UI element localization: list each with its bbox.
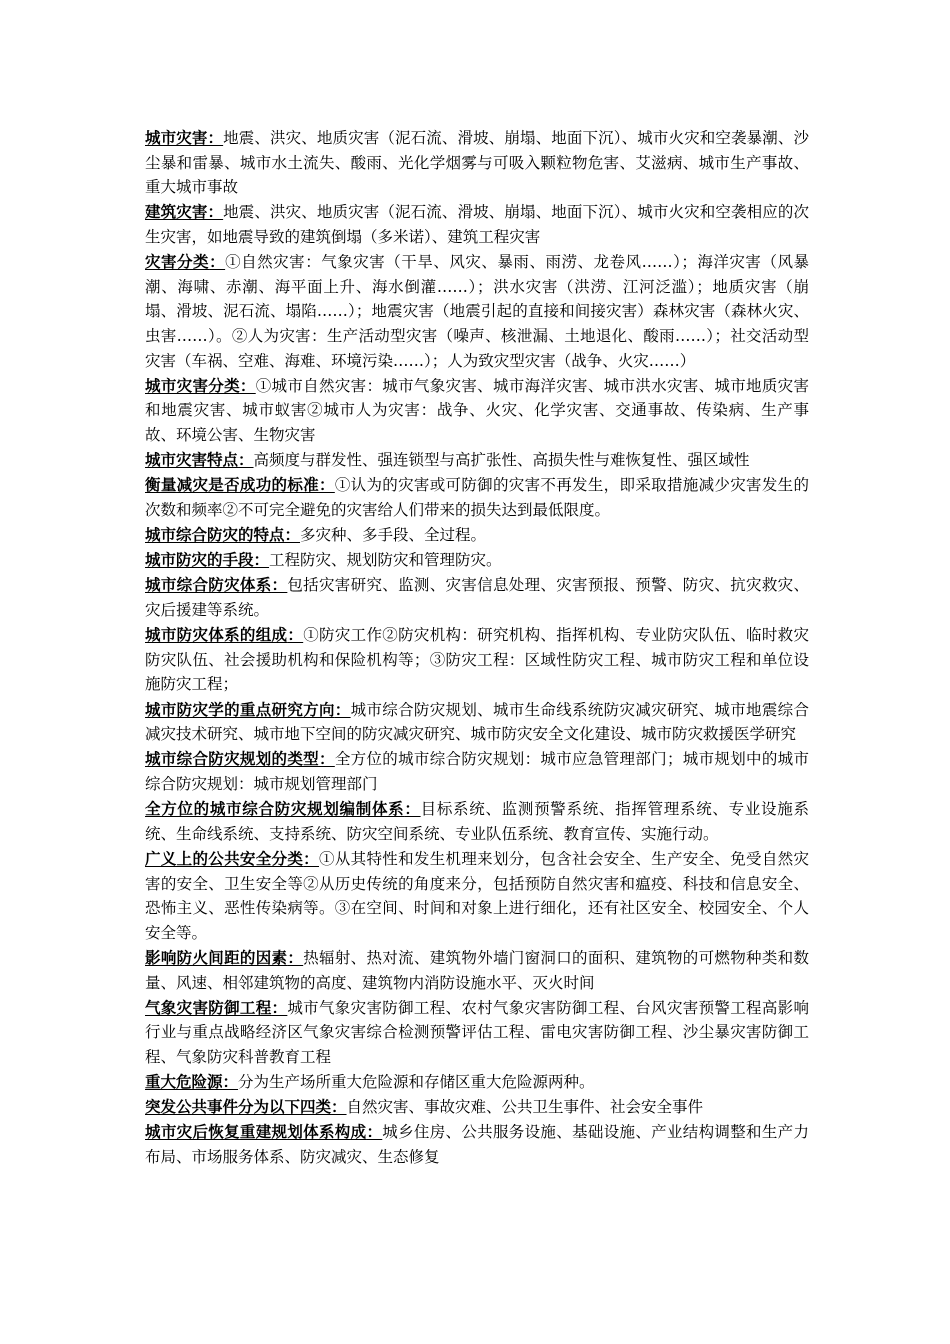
definition-text: 地震、洪灾、地质灾害（泥石流、滑坡、崩塌、地面下沉）、城市火灾和空袭暴潮、沙尘暴和雷暴、城市水土流失、酸雨、光化学烟雾与可吸入颗粒物危害、艾滋病、城市生产事故、重大城市事故 — [145, 129, 809, 197]
definition-disaster-classification — [145, 250, 809, 373]
definition-text: 分为生产场所重大危险源和存储区重大危险源两种。 — [238, 1073, 595, 1092]
definition-public-emergency-types — [145, 1095, 809, 1120]
term-label: 城市综合防灾的特点 — [145, 525, 285, 545]
definition-text: 目标系统、监测预警系统、指挥管理系统、专业设施系统、生命线系统、支持系统、防灾空间系统、专业队伍系统、教育宣传、实施行动。 — [145, 800, 809, 843]
definition-text: 热辐射、热对流、建筑物外墙门窗洞口的面积、建筑物的可燃物种类和数量、风速、相邻建筑物的高度、建筑物内消防设施水平、灭火时间 — [145, 948, 809, 992]
definition-text: ①防灾工作②防灾机构：研究机构、指挥机构、专业防灾队伍、临时救灾防灾队伍、社会援助机构和保险机构等；③防灾工程：区域性防灾工程、城市防灾工程和单位设施防灾工程； — [145, 626, 809, 694]
term-colon: ： — [239, 375, 256, 395]
term-colon: ： — [331, 1097, 347, 1117]
definition-text: 高频度与群发性、强连锁型与高扩张性、高损失性与难恢复性、强区域性 — [253, 451, 750, 470]
term-label: 全方位的城市综合防灾规划编制体系 — [145, 799, 405, 819]
term-colon: ： — [284, 525, 301, 545]
definition-research-directions — [145, 698, 809, 747]
definition-public-safety-classification — [145, 847, 809, 945]
term-label: 城市防灾体系的组成 — [145, 625, 288, 645]
term-colon: ： — [303, 848, 319, 868]
definition-planning-types — [145, 747, 809, 796]
definition-text: ①认为的灾害或可防御的灾害不再发生，即采取措施减少灾害发生的次数和频率②不可完全避免的灾害给人们带来的损失达到最低限度。 — [145, 476, 809, 519]
definition-planning-system — [145, 797, 809, 846]
term-colon: ： — [209, 252, 226, 272]
term-label: 衡量减灾是否成功的标准 — [145, 475, 319, 495]
term-label: 城市灾后恢复重建规划体系构成 — [145, 1122, 367, 1142]
definition-text: 城市综合防灾规划、城市生命线系统防灾减灾研究、城市地震综合减灾技术研究、城市地下空间的防灾减灾研究、城市防灾安全文化建设、城市防灾救援医学研究 — [145, 700, 809, 744]
definition-major-hazard — [145, 1070, 809, 1095]
term-label: 城市灾害分类 — [145, 375, 240, 395]
definition-text: 城乡住房、公共服务设施、基础设施、产业结构调整和生产力布局、市场服务体系、防灾减灾、生态修复 — [145, 1123, 809, 1167]
term-colon: ： — [404, 799, 421, 819]
term-colon: ： — [287, 625, 304, 645]
definition-reconstruction-planning — [145, 1120, 809, 1169]
term-label: 城市防灾学的重点研究方向 — [145, 699, 335, 719]
term-colon: ： — [318, 475, 335, 495]
term-colon: ： — [287, 947, 304, 967]
definition-text: 工程防灾、规划防灾和管理防灾。 — [269, 551, 502, 570]
definition-prevention-means — [145, 548, 809, 573]
term-colon: ： — [253, 550, 270, 570]
definition-text: ①自然灾害：气象灾害（干旱、风灾、暴雨、雨涝、龙卷风……）；海洋灾害（风暴潮、海啸、赤潮、海平面上升、海水倒灌……）；洪水灾害（洪涝、江河泛滥）；地质灾害（崩塌、滑坡、泥石流、塌陷……）；地震灾害（地震引起的直接和间接灾害）森林灾害（森林火灾、虫害……）。②人为灾害：生产活动型灾害（噪声、核泄漏、土地退化、酸雨……）；社交活动型灾害（车祸、空难、海难、环境污染……）；人为致灾型灾害（战争、火灾……） — [145, 253, 809, 370]
term-label: 广义上的公共安全分类 — [145, 848, 304, 868]
definition-meteorological-defense — [145, 996, 809, 1070]
term-colon: ： — [207, 202, 224, 222]
definition-fire-separation-factors — [145, 946, 809, 995]
term-label: 城市灾害特点 — [145, 450, 239, 470]
term-label: 影响防火间距的因素 — [145, 947, 288, 967]
definition-text: 多灾种、多手段、全过程。 — [300, 526, 487, 545]
definition-text: 自然灾害、事故灾难、公共卫生事件、社会安全事件 — [346, 1098, 704, 1117]
definition-text: 地震、洪灾、地质灾害（泥石流、滑坡、崩塌、地面下沉）、城市火灾和空袭相应的次生灾害，如地震导致的建筑倒塌（多米诺）、建筑工程灾害 — [145, 203, 809, 246]
term-label: 城市综合防灾规划的类型 — [145, 749, 319, 769]
definition-urban-disaster — [145, 126, 809, 200]
term-label: 重大危险源 — [145, 1072, 223, 1092]
definition-urban-disaster-classification — [145, 374, 809, 448]
definition-text: 全方位的城市综合防灾规划：城市应急管理部门；城市规划中的城市综合防灾规划：城市规划管理部门 — [145, 750, 809, 793]
term-colon: ： — [271, 575, 288, 595]
definition-mitigation-criteria — [145, 473, 809, 522]
term-label: 城市综合防灾体系 — [145, 575, 272, 595]
term-colon: ： — [318, 749, 335, 769]
definition-text: 城市气象灾害防御工程、农村气象灾害防御工程、台风灾害预警工程高影响行业与重点战略经济区气象灾害综合检测预警评估工程、雷电灾害防御工程、沙尘暴灾害防御工程、气象防灾科普教育工程 — [145, 998, 809, 1066]
term-colon: ： — [207, 128, 224, 147]
definition-comprehensive-prevention-system — [145, 573, 809, 622]
definition-urban-disaster-features — [145, 448, 809, 473]
definition-comprehensive-prevention-features — [145, 523, 809, 548]
term-label: 城市灾害 — [145, 128, 208, 147]
definition-building-disaster — [145, 200, 809, 249]
definition-text: ①城市自然灾害：城市气象灾害、城市海洋灾害、城市洪水灾害、城市地质灾害和地震灾害、城市蚁害②城市人为灾害：战争、火灾、化学灾害、交通事故、传染病、生产事故、环境公害、生物灾害 — [145, 376, 809, 444]
term-label: 城市防灾的手段 — [145, 550, 254, 570]
term-label: 突发公共事件分为以下四类 — [145, 1097, 332, 1117]
definition-prevention-system-composition — [145, 623, 809, 697]
definition-text: ①从其特性和发生机理来划分，包含社会安全、生产安全、免受自然灾害的安全、卫生安全等②从历史传统的角度来分，包括预防自然灾害和瘟疫、科技和信息安全、恐怖主义、恶性传染病等。③在空间、时间和对象上进行细化，还有社区安全、校园安全、个人安全等。 — [145, 849, 809, 942]
term-colon: ： — [222, 1072, 239, 1092]
document-body — [145, 126, 809, 1170]
term-colon: ： — [366, 1122, 383, 1142]
term-colon: ： — [271, 997, 288, 1017]
term-label: 建筑灾害 — [145, 202, 208, 222]
term-colon: ： — [334, 699, 351, 719]
term-colon: ： — [238, 450, 254, 470]
term-label: 气象灾害防御工程 — [145, 997, 272, 1017]
definition-text: 包括灾害研究、监测、灾害信息处理、灾害预报、预警、防灾、抗灾救灾、灾后援建等系统。 — [145, 576, 809, 620]
term-label: 灾害分类 — [145, 252, 210, 272]
